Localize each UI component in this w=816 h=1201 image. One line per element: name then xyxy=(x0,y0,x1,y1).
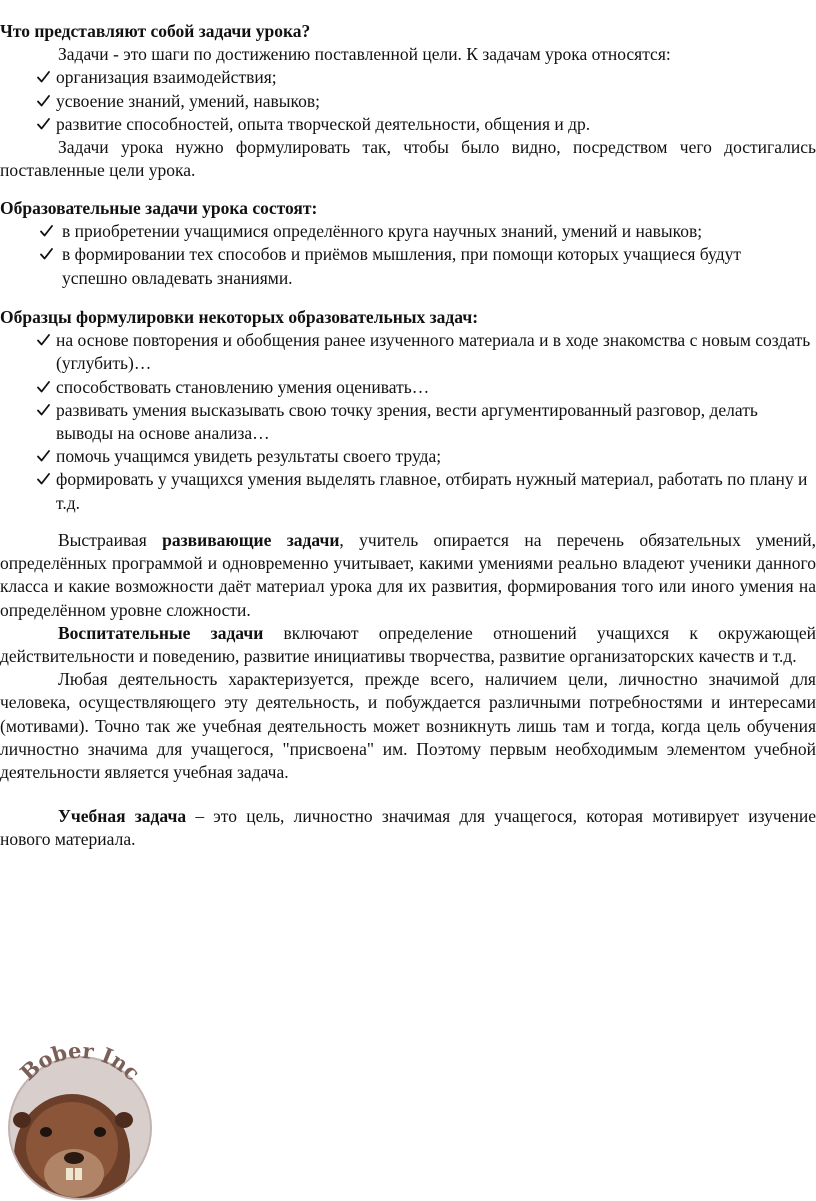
formulation-list xyxy=(0,329,816,515)
text: Выстраивая xyxy=(58,530,163,550)
section-sample-formulations xyxy=(0,306,816,515)
list-item: в приобретении учащимися определённого круга научных знаний, умений и навыков; xyxy=(0,220,816,243)
paragraph-upbringing-tasks xyxy=(0,622,816,668)
paragraph-learning-task xyxy=(0,805,816,851)
bold-term: развивающие задачи xyxy=(162,530,340,550)
bold-term: Учебная задача xyxy=(58,806,187,826)
checkmark-icon xyxy=(37,118,50,130)
text: – это цель, личностно значимая для учащегося, которая мотивирует изучение нового материала. xyxy=(0,806,816,850)
list-item: помочь учащимся увидеть результаты своего труда; xyxy=(0,445,816,468)
checkmark-icon xyxy=(40,225,53,237)
list-item: на основе повторения и обобщения ранее изученного материала и в ходе знакомства с новым создать (углубить)… xyxy=(0,329,816,375)
section-heading: Образовательные задачи урока состоят: xyxy=(0,198,318,218)
checkmark-icon xyxy=(37,95,50,107)
list-item: способствовать становлению умения оценивать… xyxy=(0,376,816,399)
text: включают определение отношений учащихся к окружающей действительности и поведению, развитие инициативы творчества, развитие организаторских качеств и т.д. xyxy=(0,622,816,667)
logo-text: Bober Inc xyxy=(15,1037,146,1086)
text: , учитель опирается на перечень обязательных умений, определённых программой и одновременно учитывает, какими умениями реально владеют ученики данного класса и какие возможности даёт материал урока для их развития, формирования того или иного умения на определённом уровне сложности. xyxy=(0,530,816,620)
paragraph-activity: Любая деятельность характеризуется, прежде всего, наличием цели, личностно значимой для человека, осуществляющего эту деятельность, и побуждается различными потребностями и интересами (мотивами). Точно так же учебная деятельность может возникнуть лишь там и тогда, когда цель обучения личностно значима для учащегося, "присвоена" им. Поэтому первым необходимым элементом учебной деятельности является учебная задача. xyxy=(0,669,816,783)
outro-paragraph: Задачи урока нужно формулировать так, чтобы было видно, посредством чего достигались поставленные цели урока. xyxy=(0,137,816,181)
checkmark-icon xyxy=(37,404,50,416)
list-item: формировать у учащихся умения выделять главное, отбирать нужный материал, работать по плану и т.д. xyxy=(0,468,816,514)
checkmark-icon xyxy=(37,450,50,462)
section-heading: Что представляют собой задачи урока? xyxy=(0,21,311,41)
list-item: усвоение знаний, умений, навыков; xyxy=(0,90,816,113)
bold-term: Воспитательные задачи xyxy=(58,622,264,643)
bober-inc-logo xyxy=(2,1028,152,1201)
checkmark-icon xyxy=(37,71,50,83)
list-item: организация взаимодействия; xyxy=(0,66,816,89)
checkmark-icon xyxy=(37,381,50,393)
section-heading: Образцы формулировки некоторых образовательных задач: xyxy=(0,307,479,327)
educational-task-list xyxy=(0,220,816,290)
groundhog-logo-icon xyxy=(2,1028,152,1201)
checkmark-icon xyxy=(37,334,50,346)
checkmark-icon xyxy=(37,473,50,485)
section-lesson-tasks xyxy=(0,20,816,182)
list-item: в формировании тех способов и приёмов мышления, при помощи которых учащиеся будут успешно овладевать знаниями. xyxy=(0,243,816,289)
list-item: развивать умения высказывать свою точку зрения, вести аргументированный разговор, делать выводы на основе анализа… xyxy=(0,399,816,445)
intro-paragraph: Задачи - это шаги по достижению поставленной цели. К задачам урока относятся: xyxy=(58,44,671,65)
section-educational-tasks xyxy=(0,197,816,290)
checkmark-icon xyxy=(40,248,53,260)
list-item: развитие способностей, опыта творческой деятельности, общения и др. xyxy=(0,113,816,136)
paragraph-developing-tasks xyxy=(0,529,816,784)
task-list xyxy=(0,66,816,136)
